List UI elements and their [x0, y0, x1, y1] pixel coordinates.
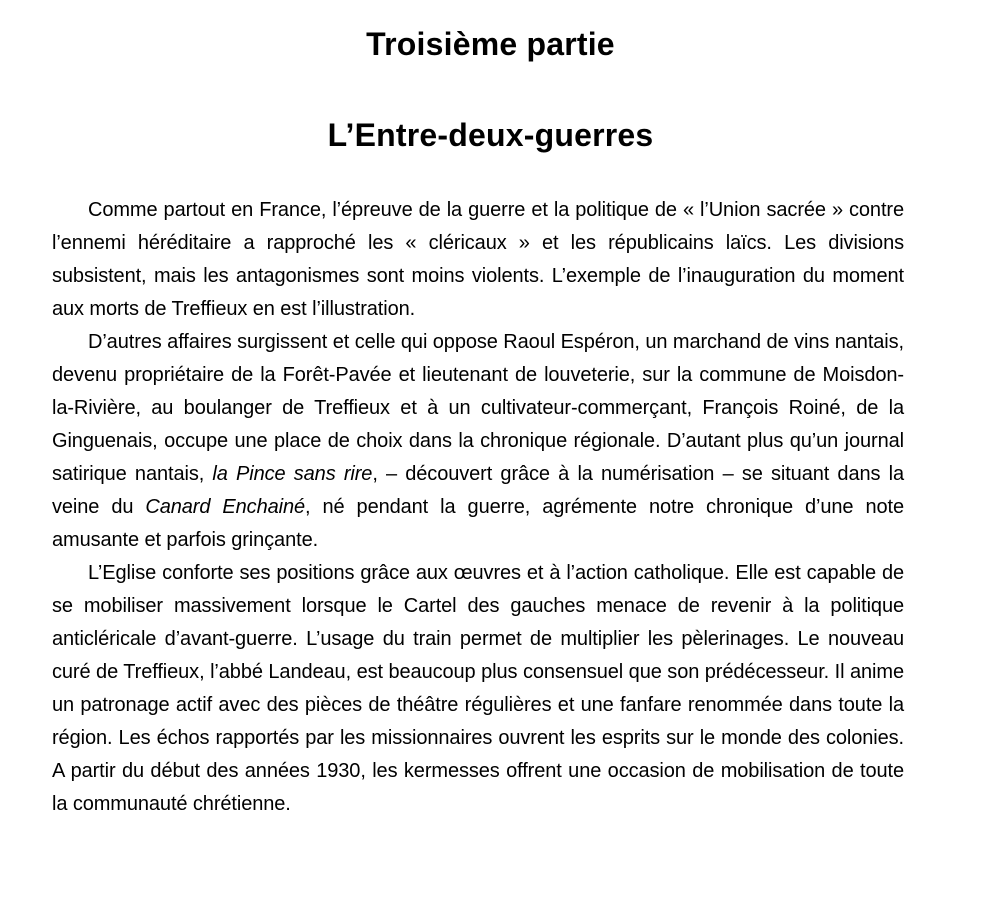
- part-title: Troisième partie: [366, 26, 615, 62]
- italic-text-run: Canard Enchainé: [145, 495, 306, 518]
- text-run: , né pendant la guerre, agrémente notre chronique d’une note amusante et parfois grinçante.: [52, 495, 904, 551]
- paragraph: [52, 194, 904, 326]
- text-run: Comme partout en France, l’épreuve de la guerre et la politique de « l’Union sacrée » contre l’ennemi héréditaire a rapproché les « cléricaux » et les républicains laïcs. Les divisions subsistent, mais les antagonismes sont moins violents. L’exemple de l’inauguration du moment aux morts de Treffieux en est l’illustration.: [52, 198, 904, 320]
- text-run: , – découvert grâce à la numérisation – se situant dans la veine du: [52, 462, 904, 518]
- italic-text-run: la Pince sans rire: [212, 462, 373, 485]
- paragraph: [52, 326, 904, 557]
- chapter-title: L’Entre-deux-guerres: [327, 116, 654, 153]
- paragraph: [52, 557, 904, 821]
- body-text: [52, 194, 904, 821]
- text-run: D’autres affaires surgissent et celle qui oppose Raoul Espéron, un marchand de vins nantais, devenu propriétaire de la Forêt-Pavée et lieutenant de louveterie, sur la commune de Moisdon-la-Rivière, au boulanger de Treffieux et à un cultivateur-commerçant, François Roiné, de la Ginguenais, occupe une place de choix dans la chronique régionale. D’autant plus qu’un journal satirique nantais,: [52, 330, 904, 485]
- text-run: L’Eglise conforte ses positions grâce aux œuvres et à l’action catholique. Elle est capable de se mobiliser massivement lorsque le Cartel des gauches menace de revenir à la politique anticléricale d’avant-guerre. L’usage du train permet de multiplier les pèlerinages. Le nouveau curé de Treffieux, l’abbé Landeau, est beaucoup plus consensuel que son prédécesseur. Il anime un patronage actif avec des pièces de théâtre régulières et une fanfare renommée dans toute la région. Les échos rapportés par les missionnaires ouvrent les esprits sur le monde des colonies. A partir du début des années 1930, les kermesses offrent une occasion de mobilisation de toute la communauté chrétienne.: [52, 561, 904, 815]
